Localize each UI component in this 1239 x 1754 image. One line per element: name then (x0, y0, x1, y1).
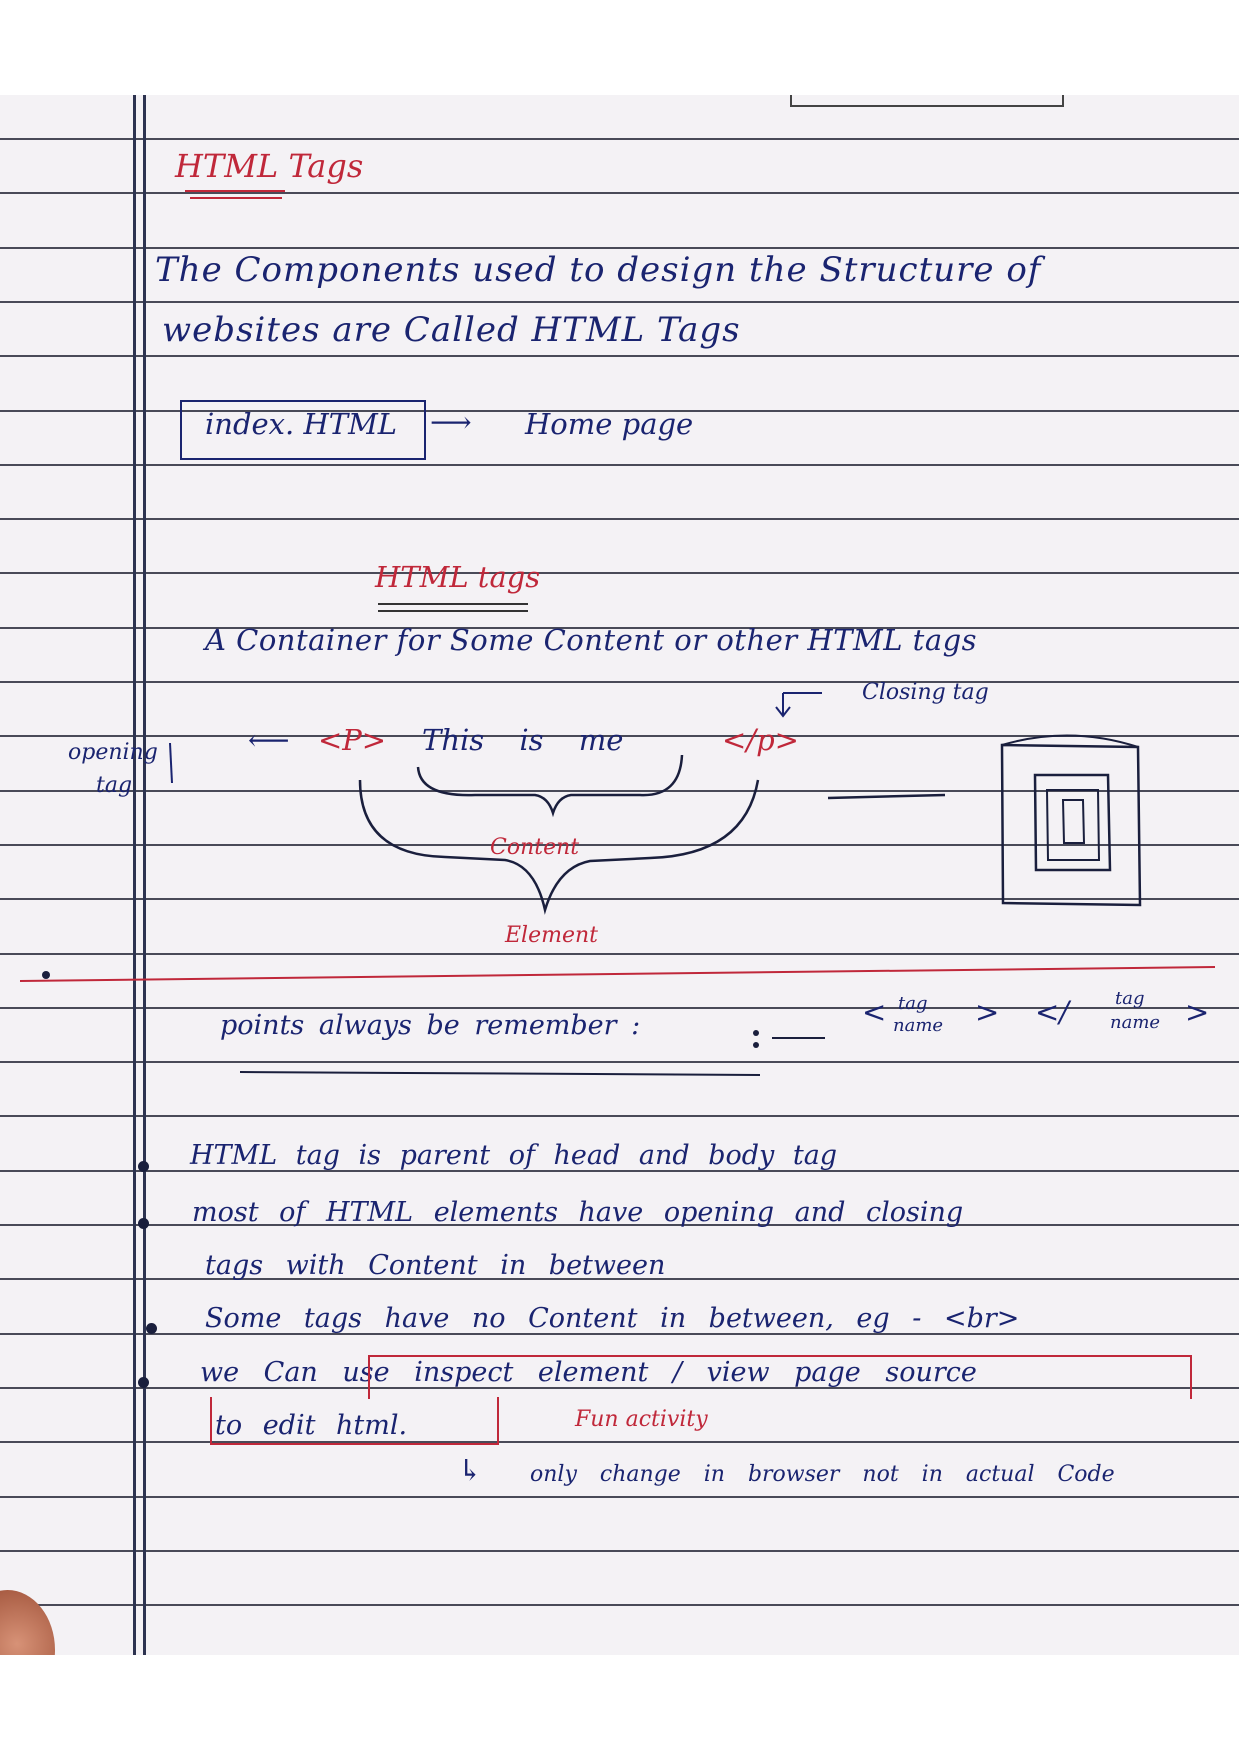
syntax-tag-1: tag (898, 993, 928, 1014)
section-title-html-tags: HTML tags (375, 560, 541, 594)
diagram-left-arrow: ⟵ (248, 723, 290, 757)
content-label: Content (490, 835, 580, 860)
syntax-open-lt: < (862, 995, 887, 1029)
home-page-label: Home page (525, 407, 694, 441)
content-brace (418, 755, 682, 813)
point-2-line-2: tags with Content in between (205, 1250, 666, 1281)
sketch-connector (828, 795, 945, 798)
close-tag-example: </p> (722, 723, 799, 757)
syntax-open-gt: > (975, 995, 1000, 1029)
definition-line-1: The Components used to design the Structure of (155, 250, 1042, 290)
bullet-dot (138, 1161, 149, 1172)
syntax-name-1: name (893, 1015, 944, 1036)
bullet-dot (138, 1377, 149, 1388)
content-text-example: This is me (422, 723, 624, 757)
point-4-line-2: to edit html. (215, 1410, 408, 1441)
footnote-arrow: ↳ (458, 1453, 483, 1487)
syntax-close-gt: > (1185, 995, 1210, 1029)
section-description: A Container for Some Content or other HTML tags (205, 623, 978, 657)
element-brace (360, 780, 758, 910)
open-tag-example: <P> (318, 723, 387, 757)
point-2-line-1: most of HTML elements have opening and closing (192, 1197, 964, 1228)
closing-arrow (776, 693, 822, 716)
page-title: HTML Tags (175, 147, 364, 185)
fun-activity-label: Fun activity (575, 1407, 708, 1432)
opening-tag-label-2: tag (96, 773, 133, 798)
definition-line-2: websites are Called HTML Tags (162, 310, 741, 350)
index-file-name: index. HTML (205, 407, 398, 441)
point-4-line-1: we Can use inspect element / view page source (200, 1357, 977, 1388)
syntax-tag-2: tag (1115, 988, 1145, 1009)
index-arrow: ⟶ (430, 405, 472, 439)
notebook-page (0, 95, 1239, 1655)
points-heading: points always be remember : (220, 1010, 641, 1041)
red-separator (20, 967, 1215, 981)
point-3-line-1: Some tags have no Content in between, eg - <br> (205, 1303, 1020, 1334)
highlight-box-bottom (210, 1397, 499, 1445)
nested-box-inner (1063, 800, 1084, 843)
opening-bracket (170, 743, 172, 783)
syntax-close-lt: </ (1035, 995, 1070, 1029)
closing-tag-label: Closing tag (862, 680, 989, 705)
nested-box-outer (1002, 745, 1140, 905)
element-label: Element (505, 923, 599, 948)
point-1-line-1: HTML tag is parent of head and body tag (190, 1140, 838, 1171)
points-heading-underline (240, 1072, 760, 1075)
opening-tag-label-1: opening (68, 740, 158, 765)
footnote-text: only change in browser not in actual Code (530, 1462, 1115, 1487)
bullet-dot (146, 1323, 157, 1334)
bullet-dot (138, 1218, 149, 1229)
syntax-name-2: name (1110, 1012, 1161, 1033)
highlight-box-top (368, 1355, 1192, 1399)
